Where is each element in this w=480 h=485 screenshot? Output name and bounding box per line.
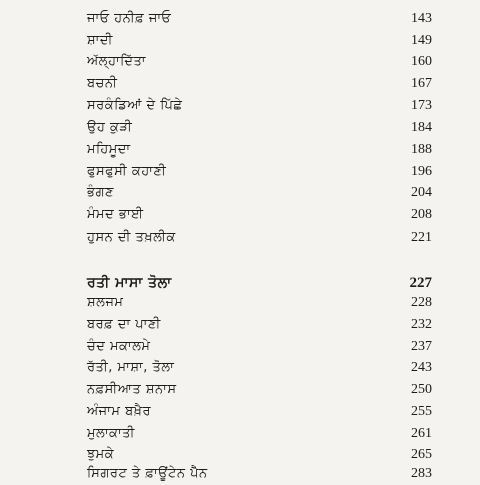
- toc-entry: [0, 204, 480, 226]
- toc-entry-page: 188: [411, 142, 432, 157]
- toc-entry-page: 204: [411, 185, 432, 200]
- toc-entry: [0, 117, 480, 139]
- toc-entry-title: ਬਚਨੀ: [87, 76, 118, 91]
- section-heading: [0, 272, 480, 294]
- toc-entry-page: 232: [411, 317, 432, 332]
- toc-entry: [0, 182, 480, 204]
- toc-entry: [0, 401, 480, 423]
- toc-entry-title: ਭੰਗਣ: [87, 185, 114, 200]
- toc-entry-page: 184: [411, 120, 432, 135]
- section-heading-title: ਰਤੀ ਮਾਸਾ ਤੋਲਾ: [87, 275, 172, 291]
- toc-entry-title: ਫੁਸਫੁਸੀ ਕਹਾਣੀ: [87, 164, 167, 179]
- toc-entry-page: 160: [411, 54, 432, 69]
- toc-entry: [0, 51, 480, 73]
- toc-entry-page: 261: [411, 426, 432, 441]
- toc-entry-title: ਸਿਗਰਟ ਤੇ ਫ਼ਾਊਂਟੇਨ ਪੈੱਨ: [87, 466, 208, 481]
- toc-entry-title: ਚੰਦ ਮਕਾਲਮੇ: [87, 339, 151, 354]
- toc-entry: [0, 357, 480, 379]
- toc-entry-page: 228: [411, 295, 432, 310]
- toc-entry-page: 208: [411, 207, 432, 222]
- toc-entry-page: 173: [411, 98, 432, 113]
- toc-entry-page: 143: [411, 11, 432, 26]
- toc-entry-page: 196: [411, 164, 432, 179]
- toc-entry: [0, 161, 480, 183]
- toc-entry-page: 283: [411, 466, 432, 481]
- section-heading-page: 227: [409, 275, 432, 291]
- toc-entry: [0, 292, 480, 314]
- toc-entry: [0, 8, 480, 30]
- toc-entry-title: ਜਾਓ ਹਨੀਫ਼ ਜਾਓ: [87, 11, 172, 26]
- toc-entry-page: 250: [411, 382, 432, 397]
- toc-entry-page: 221: [411, 230, 432, 245]
- toc-entry-page: 243: [411, 360, 432, 375]
- toc-entry-title: ਨਫ਼ਸੀਆਤ ਸ਼ਨਾਸ: [87, 382, 177, 397]
- toc-entry-title: ਉਹ ਕੁੜੀ: [87, 120, 133, 135]
- toc-entry-page: 255: [411, 404, 432, 419]
- toc-entry: [0, 139, 480, 161]
- toc-entry-title: ਬਰਫ਼ ਦਾ ਪਾਣੀ: [87, 317, 161, 332]
- toc-entry-title: ਮਹਿਮੂਦਾ: [87, 142, 131, 157]
- toc-entry-title: ਅੰਜਾਮ ਬਖ਼ੈਰ: [87, 404, 152, 419]
- toc-entry-page: 167: [411, 76, 432, 91]
- toc-entry-title: ਅੱਲ੍ਹਾਦਿੱਤਾ: [87, 54, 146, 69]
- toc-entry: [0, 379, 480, 401]
- toc-entry: [0, 73, 480, 95]
- toc-entry-title: ਝੁਮਕੇ: [87, 447, 115, 462]
- toc-entry-title: ਸ਼ਾਦੀ: [87, 33, 113, 48]
- toc-entry-title: ਮੁਲਾਕਾਤੀ: [87, 426, 135, 441]
- toc-entry-title: ਸ਼ਲਜਮ: [87, 295, 124, 310]
- toc-entry: [0, 336, 480, 358]
- toc-entry: [0, 314, 480, 336]
- toc-entry-page: 237: [411, 339, 432, 354]
- toc-entry-title: ਸਰਕੰਡਿਆਂ ਦੇ ਪਿੱਛੇ: [87, 98, 183, 113]
- toc-entry: [0, 95, 480, 117]
- toc-entry-title: ਹੁਸਨ ਦੀ ਤਖ਼ਲੀਕ: [87, 230, 176, 245]
- toc-entry: [0, 30, 480, 52]
- toc-entry: [0, 463, 480, 485]
- toc-entry-page: 149: [411, 33, 432, 48]
- toc-entry: [0, 423, 480, 445]
- toc-entry-title: ਮੰਮਦ ਭਾਈ: [87, 207, 144, 222]
- toc-entry-page: 265: [411, 447, 432, 462]
- toc-entry-title: ਰੱਤੀ, ਮਾਸ਼ਾ, ਤੋਲਾ: [87, 360, 175, 375]
- toc-entry: [0, 227, 480, 249]
